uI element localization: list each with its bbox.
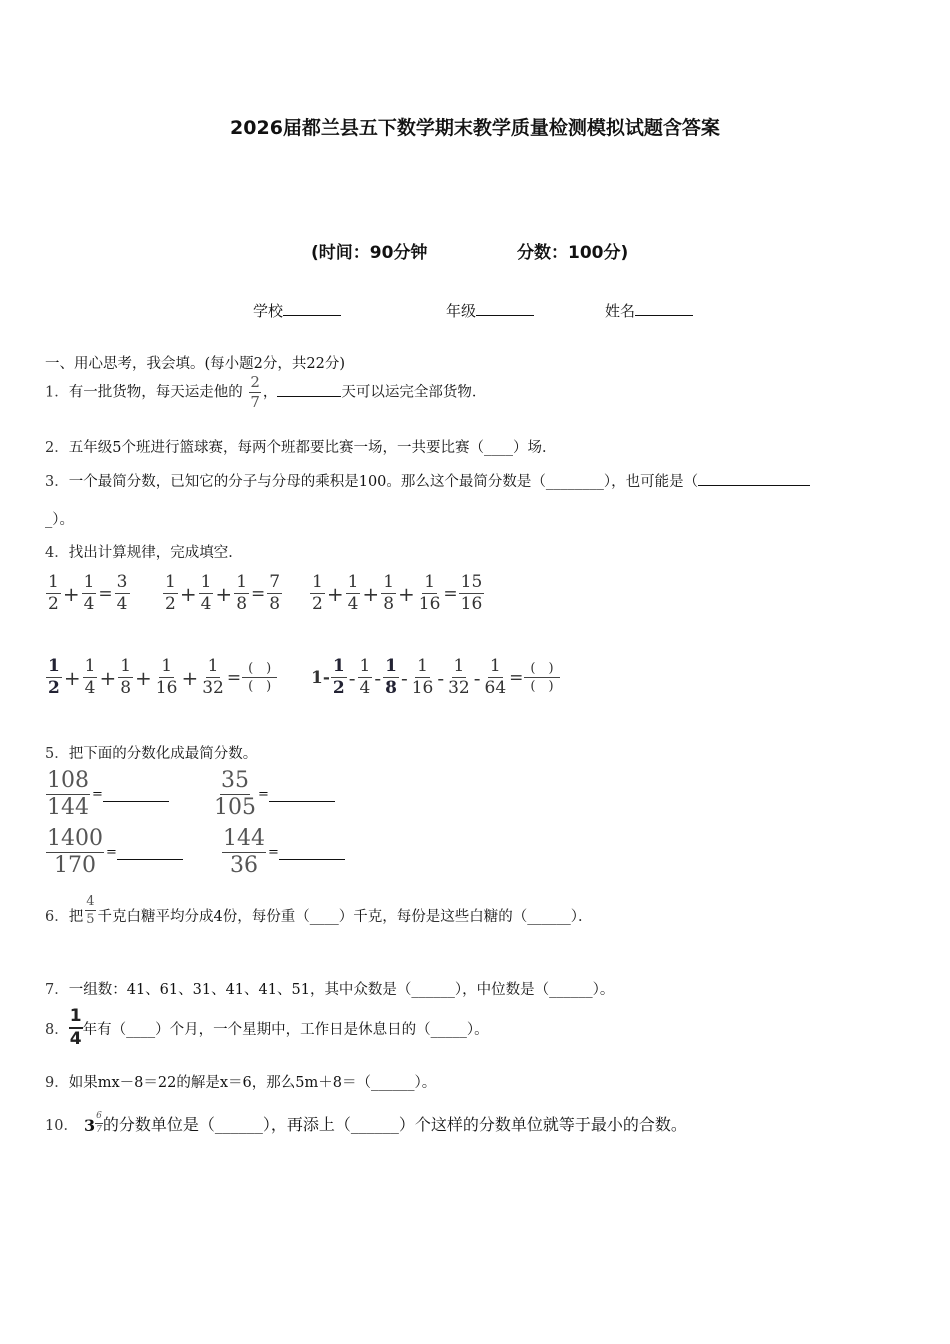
q7-text: 一组数：41、61、31、41、41、51，其中众数是（______），中位数是（______）。 <box>68 982 615 998</box>
q7-number: 7． <box>45 982 69 998</box>
question-2 <box>45 436 556 457</box>
pattern-4-answer-top: ( ) <box>242 662 277 678</box>
q10-frac-bottom: 7 <box>96 1125 102 1135</box>
grade-field <box>446 300 534 321</box>
q5-item-1: $\frac{108}{144}$ = <box>46 770 169 819</box>
q5-frac-1-top: 108 <box>47 768 89 793</box>
time-label: (时间：90分钟 <box>311 243 428 263</box>
q3-text-a: 一个最简分数，已知它的分子与分母的乘积是100。那么这个最简分数是（________），也可能是（ <box>68 474 699 490</box>
question-6 <box>45 895 593 926</box>
pattern-5: 1- $\frac{1}{2}$ - $\frac{1}{4}$ - $\frac{1}{8}$ - $\frac{1}{16}$ - $\frac{1}{32}$ - $\frac{1}{64}$ = $\frac{( )}{( )}$ <box>311 658 560 697</box>
pattern-3: $\frac{1}{2}$ + $\frac{1}{4}$ + $\frac{1}{8}$ + $\frac{1}{16}$ = $\frac{15}{16}$ <box>312 572 483 614</box>
q5-frac-2-top: 35 <box>221 768 249 793</box>
q1-frac-bottom: 7 <box>250 393 260 411</box>
q5-number: 5． <box>45 746 69 762</box>
q5-text: 把下面的分数化成最简分数。 <box>68 746 258 762</box>
q1-fraction <box>249 375 261 410</box>
q5-item-3: $\frac{1400}{170}$ = <box>46 828 183 877</box>
q6-frac-top: 4 <box>86 894 95 909</box>
score-label: 分数：100分) <box>517 243 629 263</box>
q5-item-4: $\frac{144}{36}$ = <box>222 828 345 877</box>
q6-text-a: 把 <box>68 909 84 925</box>
name-label: 姓名 <box>605 302 636 320</box>
q5-frac-3-top: 1400 <box>47 826 103 851</box>
q5-frac-3-bottom: 170 <box>54 853 96 878</box>
school-field <box>253 300 341 321</box>
q10-text: 的分数单位是（______），再添上（______）个这样的分数单位就等于最小的合数。 <box>102 1115 687 1134</box>
q1-number: 1． <box>45 384 69 401</box>
question-8 <box>45 1008 489 1048</box>
q3-text-b: _）。 <box>45 512 74 528</box>
question-1 <box>45 375 486 410</box>
q8-text: 年有（____）个月，一个星期中，工作日是休息日的（_____）。 <box>82 1021 489 1038</box>
school-label: 学校 <box>253 302 284 320</box>
page-title: 2026届都兰县五下数学期末教学质量检测模拟试题含答案 <box>230 117 720 139</box>
pattern-4-answer-bottom: ( ) <box>248 679 272 694</box>
q6-text-b: 千克白糖平均分成4份，每份重（____）千克，每份是这些白糖的（______）． <box>97 909 593 925</box>
q10-frac-top: 6 <box>95 1112 103 1124</box>
q1-text-c: 天可以运完全部货物． <box>341 384 487 401</box>
question-3-continued <box>45 508 74 529</box>
q5-frac-1-bottom: 144 <box>47 795 89 820</box>
question-7 <box>45 978 614 999</box>
question-3 <box>45 470 810 491</box>
q6-number: 6． <box>45 909 69 925</box>
q5-frac-4-bottom: 36 <box>230 853 258 878</box>
q8-frac-bottom: 4 <box>69 1029 82 1049</box>
q3-number: 3． <box>45 474 69 490</box>
pattern-5-answer-bottom: ( ) <box>530 679 554 694</box>
question-5 <box>45 742 257 763</box>
q5-frac-4-top: 144 <box>223 826 265 851</box>
section-1-heading: 一、用心思考，我会填。(每小题2分，共22分) <box>45 356 345 372</box>
q10-fraction <box>95 1112 103 1135</box>
pattern-4: $\frac{1}{2}$ + $\frac{1}{4}$ + $\frac{1}{8}$ + $\frac{1}{16}$ + $\frac{1}{32}$ = $\frac{( )}{( )}$ <box>46 658 277 697</box>
question-10 <box>45 1112 687 1135</box>
question-4 <box>45 541 243 562</box>
q6-frac-bottom: 5 <box>86 912 95 927</box>
pattern-1: $\frac{1}{2}$ + $\frac{1}{4}$ = $\frac{3}{4}$ <box>48 572 128 614</box>
q2-text: 五年级5个班进行篮球赛，每两个班都要比赛一场，一共要比赛（____）场． <box>68 440 557 456</box>
q5-frac-2-bottom: 105 <box>214 795 256 820</box>
question-9 <box>45 1071 436 1092</box>
q5-item-2: $\frac{35}{105}$ = <box>214 770 335 819</box>
pattern-2: $\frac{1}{2}$ + $\frac{1}{4}$ + $\frac{1}{8}$ = $\frac{7}{8}$ <box>165 572 281 614</box>
q9-number: 9． <box>45 1075 69 1091</box>
q1-text-a: 有一批货物，每天运走他的 <box>68 384 243 401</box>
q8-frac-top: 1 <box>69 1008 83 1029</box>
q10-number: 10． <box>45 1118 78 1134</box>
q1-text-b: ， <box>262 384 278 401</box>
q4-number: 4． <box>45 545 69 561</box>
q1-frac-top: 2 <box>250 373 260 391</box>
q8-fraction <box>69 1008 83 1048</box>
q2-number: 2． <box>45 440 69 456</box>
q10-whole: 3 <box>83 1116 96 1135</box>
q9-text: 如果mx－8＝22的解是x＝6，那么5m＋8＝（______）。 <box>68 1075 437 1091</box>
q6-fraction <box>85 895 95 926</box>
grade-label: 年级 <box>446 302 477 320</box>
name-field <box>605 300 693 321</box>
q4-text: 找出计算规律，完成填空． <box>68 545 243 561</box>
pattern-5-answer-top: ( ) <box>524 662 559 678</box>
q8-number: 8． <box>45 1021 69 1038</box>
